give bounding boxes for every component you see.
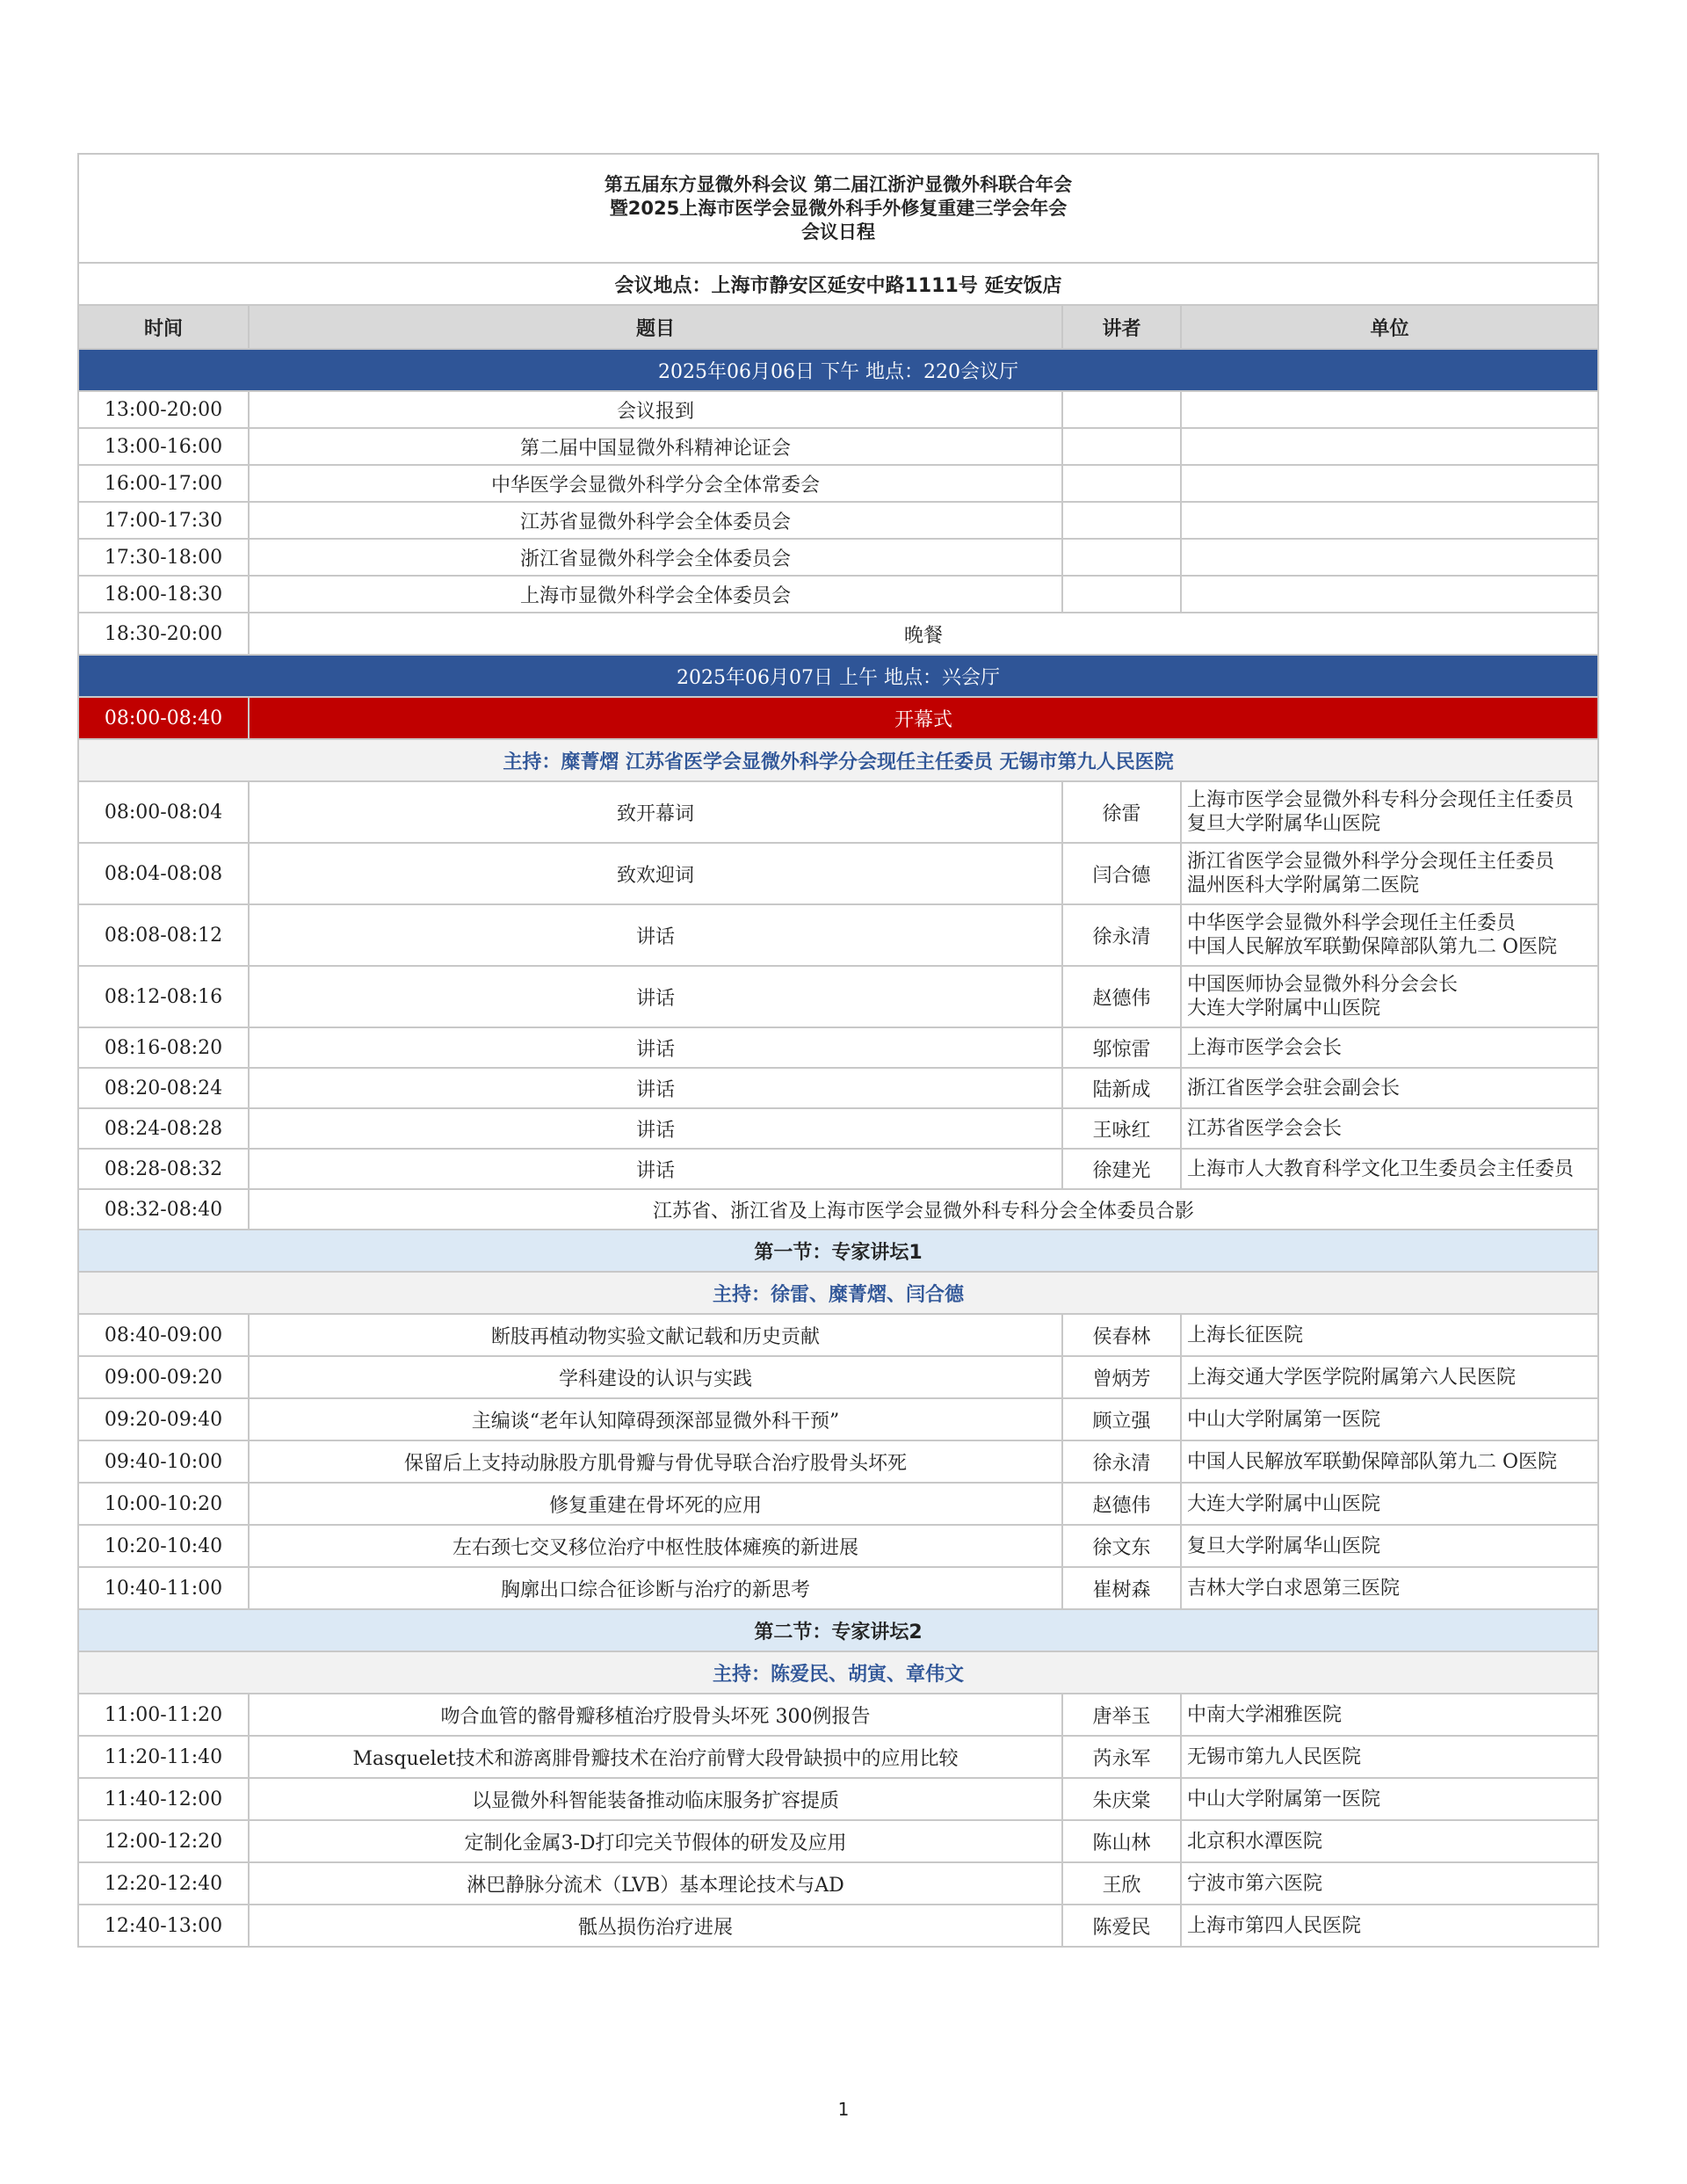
table-header <box>78 305 1598 349</box>
row-time: 12:40-13:00 <box>78 1905 249 1947</box>
title-line-1: 第五届东方显微外科会议 第二届江浙沪显微外科联合年会 <box>604 173 1073 195</box>
row-topic: 江苏省显微外科学会全体委员会 <box>249 502 1062 539</box>
header-topic: 题目 <box>249 305 1062 349</box>
row-time: 08:28-08:32 <box>78 1149 249 1189</box>
row-topic: Masquelet技术和游离腓骨瓣技术在治疗前臂大段骨缺损中的应用比较 <box>249 1736 1062 1778</box>
schedule-row <box>78 843 1598 904</box>
day-banner <box>78 349 1598 391</box>
row-speaker: 赵德伟 <box>1062 966 1181 1027</box>
row-topic: 讲话 <box>249 1108 1062 1149</box>
schedule-row <box>78 1149 1598 1189</box>
unit-line: 中国医师协会显微外科分会会长 <box>1187 974 1459 996</box>
row-time: 18:30-20:00 <box>78 613 249 655</box>
row-unit <box>1181 391 1598 428</box>
row-unit <box>1181 1027 1598 1068</box>
row-speaker: 邬惊雷 <box>1062 1027 1181 1068</box>
row-time: 10:20-10:40 <box>78 1525 249 1567</box>
schedule-row <box>78 966 1598 1027</box>
row-time: 08:12-08:16 <box>78 966 249 1027</box>
row-time: 11:40-12:00 <box>78 1778 249 1820</box>
row-speaker: 曾炳芳 <box>1062 1356 1181 1398</box>
row-unit <box>1181 1398 1598 1440</box>
schedule-row <box>78 465 1598 502</box>
schedule-row <box>78 1778 1598 1820</box>
host-row <box>78 739 1598 781</box>
day-banner <box>78 655 1598 697</box>
unit-line: 浙江省医学会显微外科学分会现任主任委员 <box>1187 851 1555 873</box>
row-topic: 左右颈七交叉移位治疗中枢性肢体瘫痪的新进展 <box>249 1525 1062 1567</box>
row-time: 11:20-11:40 <box>78 1736 249 1778</box>
unit-line: 中华医学会显微外科学会现任主任委员 <box>1187 912 1517 934</box>
row-unit <box>1181 1149 1598 1189</box>
row-time: 10:40-11:00 <box>78 1567 249 1609</box>
opening-ceremony-row <box>78 697 1598 739</box>
row-speaker: 徐永清 <box>1062 904 1181 966</box>
row-topic: 讲话 <box>249 1027 1062 1068</box>
row-speaker: 顾立强 <box>1062 1398 1181 1440</box>
section-header <box>78 1609 1598 1651</box>
host-row <box>78 1272 1598 1314</box>
row-time: 08:00-08:40 <box>78 697 249 739</box>
row-topic: 中华医学会显微外科学分会全体常委会 <box>249 465 1062 502</box>
unit-line: 中国人民解放军联勤保障部队第九二 O医院 <box>1187 1450 1558 1473</box>
row-topic: 淋巴静脉分流术（LVB）基本理论技术与AD <box>249 1862 1062 1905</box>
row-speaker: 徐永清 <box>1062 1440 1181 1483</box>
row-topic: 致开幕词 <box>249 781 1062 843</box>
unit-line: 上海市第四人民医院 <box>1187 1914 1362 1937</box>
row-time: 11:00-11:20 <box>78 1694 249 1736</box>
row-time: 08:24-08:28 <box>78 1108 249 1149</box>
row-topic: 讲话 <box>249 904 1062 966</box>
row-topic: 修复重建在骨坏死的应用 <box>249 1483 1062 1525</box>
schedule-row <box>78 1862 1598 1905</box>
section-title: 第二节：专家讲坛2 <box>78 1609 1598 1651</box>
schedule-row <box>78 1027 1598 1068</box>
row-time: 16:00-17:00 <box>78 465 249 502</box>
row-topic: 胸廓出口综合征诊断与治疗的新思考 <box>249 1567 1062 1609</box>
row-unit <box>1181 1356 1598 1398</box>
row-unit <box>1181 1567 1598 1609</box>
unit-line: 中山大学附属第一医院 <box>1187 1408 1381 1431</box>
title-line-2: 暨2025上海市医学会显微外科手外修复重建三学会年会 <box>609 197 1068 219</box>
schedule-row <box>78 1440 1598 1483</box>
row-time: 12:00-12:20 <box>78 1820 249 1862</box>
schedule-row <box>78 1820 1598 1862</box>
row-time: 08:00-08:04 <box>78 781 249 843</box>
row-speaker: 陆新成 <box>1062 1068 1181 1108</box>
row-unit <box>1181 1862 1598 1905</box>
row-unit <box>1181 502 1598 539</box>
unit-line: 上海长征医院 <box>1187 1324 1304 1346</box>
conference-title <box>78 154 1598 263</box>
row-unit <box>1181 1314 1598 1356</box>
row-topic: 上海市显微外科学会全体委员会 <box>249 576 1062 613</box>
header-time: 时间 <box>78 305 249 349</box>
row-speaker: 徐建光 <box>1062 1149 1181 1189</box>
schedule-row <box>78 428 1598 465</box>
row-speaker: 唐举玉 <box>1062 1694 1181 1736</box>
host-row <box>78 1651 1598 1694</box>
row-speaker <box>1062 539 1181 576</box>
unit-line: 复旦大学附属华山医院 <box>1187 813 1381 835</box>
schedule-row <box>78 781 1598 843</box>
header-unit: 单位 <box>1181 305 1598 349</box>
row-unit <box>1181 966 1598 1027</box>
row-unit <box>1181 1440 1598 1483</box>
unit-line: 复旦大学附属华山医院 <box>1187 1535 1381 1557</box>
host-text: 主持：陈爱民、胡寅、章伟文 <box>78 1651 1598 1694</box>
schedule-row <box>78 904 1598 966</box>
unit-line: 吉林大学白求恩第三医院 <box>1187 1577 1401 1600</box>
schedule-row <box>78 1905 1598 1947</box>
row-time: 12:20-12:40 <box>78 1862 249 1905</box>
row-speaker: 朱庆棠 <box>1062 1778 1181 1820</box>
row-unit <box>1181 1736 1598 1778</box>
row-speaker: 陈爱民 <box>1062 1905 1181 1947</box>
row-topic: 会议报到 <box>249 391 1062 428</box>
row-speaker: 陈山林 <box>1062 1820 1181 1862</box>
row-unit <box>1181 1525 1598 1567</box>
host-text: 主持：糜菁熠 江苏省医学会显微外科学分会现任主任委员 无锡市第九人民医院 <box>78 739 1598 781</box>
row-time: 10:00-10:20 <box>78 1483 249 1525</box>
row-speaker: 赵德伟 <box>1062 1483 1181 1525</box>
day-banner-text: 2025年06月07日 上午 地点：兴会厅 <box>78 655 1598 697</box>
row-speaker: 徐雷 <box>1062 781 1181 843</box>
row-speaker: 王咏红 <box>1062 1108 1181 1149</box>
schedule-row <box>78 1314 1598 1356</box>
unit-line: 上海市医学会显微外科专科分会现任主任委员 <box>1187 789 1575 811</box>
row-time: 08:16-08:20 <box>78 1027 249 1068</box>
venue-text: 会议地点：上海市静安区延安中路1111号 延安饭店 <box>78 263 1598 305</box>
row-topic: 学科建设的认识与实践 <box>249 1356 1062 1398</box>
row-time: 09:20-09:40 <box>78 1398 249 1440</box>
row-topic: 保留后上支持动脉股方肌骨瓣与骨优导联合治疗股骨头坏死 <box>249 1440 1062 1483</box>
unit-line: 浙江省医学会驻会副会长 <box>1187 1077 1401 1099</box>
row-time: 09:40-10:00 <box>78 1440 249 1483</box>
unit-line: 中山大学附属第一医院 <box>1187 1788 1381 1810</box>
row-unit <box>1181 1778 1598 1820</box>
unit-line: 大连大学附属中山医院 <box>1187 998 1381 1019</box>
day-banner-text: 2025年06月06日 下午 地点：220会议厅 <box>78 349 1598 391</box>
row-speaker <box>1062 391 1181 428</box>
row-unit <box>1181 428 1598 465</box>
schedule-row <box>78 1068 1598 1108</box>
unit-line: 温州医科大学附属第二医院 <box>1187 874 1420 896</box>
row-time: 18:00-18:30 <box>78 576 249 613</box>
schedule-table <box>77 153 1599 1948</box>
row-unit <box>1181 1483 1598 1525</box>
row-speaker: 崔树森 <box>1062 1567 1181 1609</box>
row-unit <box>1181 1694 1598 1736</box>
schedule-row <box>78 1189 1598 1230</box>
schedule-row <box>78 1525 1598 1567</box>
schedule-row <box>78 576 1598 613</box>
row-topic: 断肢再植动物实验文献记载和历史贡献 <box>249 1314 1062 1356</box>
unit-line: 中国人民解放军联勤保障部队第九二 O医院 <box>1187 936 1558 958</box>
schedule-row <box>78 1108 1598 1149</box>
row-speaker: 王欣 <box>1062 1862 1181 1905</box>
unit-line: 无锡市第九人民医院 <box>1187 1745 1362 1768</box>
schedule-row <box>78 1736 1598 1778</box>
row-topic: 以显微外科智能装备推动临床服务扩容提质 <box>249 1778 1062 1820</box>
row-unit <box>1181 1820 1598 1862</box>
unit-line: 中南大学湘雅医院 <box>1187 1703 1343 1726</box>
row-unit <box>1181 576 1598 613</box>
unit-line: 北京积水潭医院 <box>1187 1830 1323 1853</box>
row-topic: 浙江省显微外科学会全体委员会 <box>249 539 1062 576</box>
row-speaker <box>1062 502 1181 539</box>
row-time: 17:30-18:00 <box>78 539 249 576</box>
row-speaker <box>1062 576 1181 613</box>
schedule-row <box>78 1694 1598 1736</box>
unit-line: 宁波市第六医院 <box>1187 1872 1323 1895</box>
row-speaker: 芮永军 <box>1062 1736 1181 1778</box>
host-text: 主持：徐雷、糜菁熠、闫合德 <box>78 1272 1598 1314</box>
row-topic: 晚餐 <box>249 613 1598 655</box>
row-unit <box>1181 904 1598 966</box>
row-unit <box>1181 1108 1598 1149</box>
row-time: 08:40-09:00 <box>78 1314 249 1356</box>
unit-line: 上海市人大教育科学文化卫生委员会主任委员 <box>1187 1157 1575 1180</box>
row-unit <box>1181 781 1598 843</box>
row-time: 08:08-08:12 <box>78 904 249 966</box>
unit-line: 大连大学附属中山医院 <box>1187 1492 1381 1515</box>
row-speaker: 徐文东 <box>1062 1525 1181 1567</box>
row-topic: 江苏省、浙江省及上海市医学会显微外科专科分会全体委员合影 <box>249 1189 1598 1230</box>
row-time: 08:32-08:40 <box>78 1189 249 1230</box>
row-topic: 第二届中国显微外科精神论证会 <box>249 428 1062 465</box>
header-speaker: 讲者 <box>1062 305 1181 349</box>
row-topic: 主编谈“老年认知障碍颈深部显微外科干预” <box>249 1398 1062 1440</box>
unit-line: 上海交通大学医学院附属第六人民医院 <box>1187 1366 1517 1389</box>
row-unit <box>1181 465 1598 502</box>
schedule-row <box>78 391 1598 428</box>
row-unit <box>1181 1068 1598 1108</box>
schedule-row <box>78 1483 1598 1525</box>
row-unit <box>1181 539 1598 576</box>
unit-line: 江苏省医学会会长 <box>1187 1117 1343 1140</box>
row-topic: 讲话 <box>249 1068 1062 1108</box>
schedule-row <box>78 539 1598 576</box>
row-topic: 致欢迎词 <box>249 843 1062 904</box>
row-speaker: 闫合德 <box>1062 843 1181 904</box>
row-time: 08:04-08:08 <box>78 843 249 904</box>
opening-ceremony-label: 开幕式 <box>249 697 1598 739</box>
row-topic: 讲话 <box>249 1149 1062 1189</box>
section-title: 第一节：专家讲坛1 <box>78 1230 1598 1272</box>
row-speaker: 侯春林 <box>1062 1314 1181 1356</box>
schedule-row <box>78 613 1598 655</box>
schedule-row <box>78 1356 1598 1398</box>
title-line-3: 会议日程 <box>801 221 875 243</box>
schedule-row <box>78 502 1598 539</box>
section-header <box>78 1230 1598 1272</box>
row-time: 13:00-20:00 <box>78 391 249 428</box>
row-unit <box>1181 1905 1598 1947</box>
venue-row <box>78 263 1598 305</box>
title-row <box>78 154 1598 263</box>
row-topic: 定制化金属3-D打印完关节假体的研发及应用 <box>249 1820 1062 1862</box>
row-topic: 吻合血管的髂骨瓣移植治疗股骨头坏死 300例报告 <box>249 1694 1062 1736</box>
page-number: 1 <box>837 2099 850 2120</box>
row-time: 08:20-08:24 <box>78 1068 249 1108</box>
row-speaker <box>1062 465 1181 502</box>
schedule-row <box>78 1567 1598 1609</box>
schedule-row <box>78 1398 1598 1440</box>
row-topic: 骶丛损伤治疗进展 <box>249 1905 1062 1947</box>
row-time: 17:00-17:30 <box>78 502 249 539</box>
row-time: 13:00-16:00 <box>78 428 249 465</box>
unit-line: 上海市医学会会长 <box>1187 1036 1343 1059</box>
row-speaker <box>1062 428 1181 465</box>
row-unit <box>1181 843 1598 904</box>
row-topic: 讲话 <box>249 966 1062 1027</box>
row-time: 09:00-09:20 <box>78 1356 249 1398</box>
